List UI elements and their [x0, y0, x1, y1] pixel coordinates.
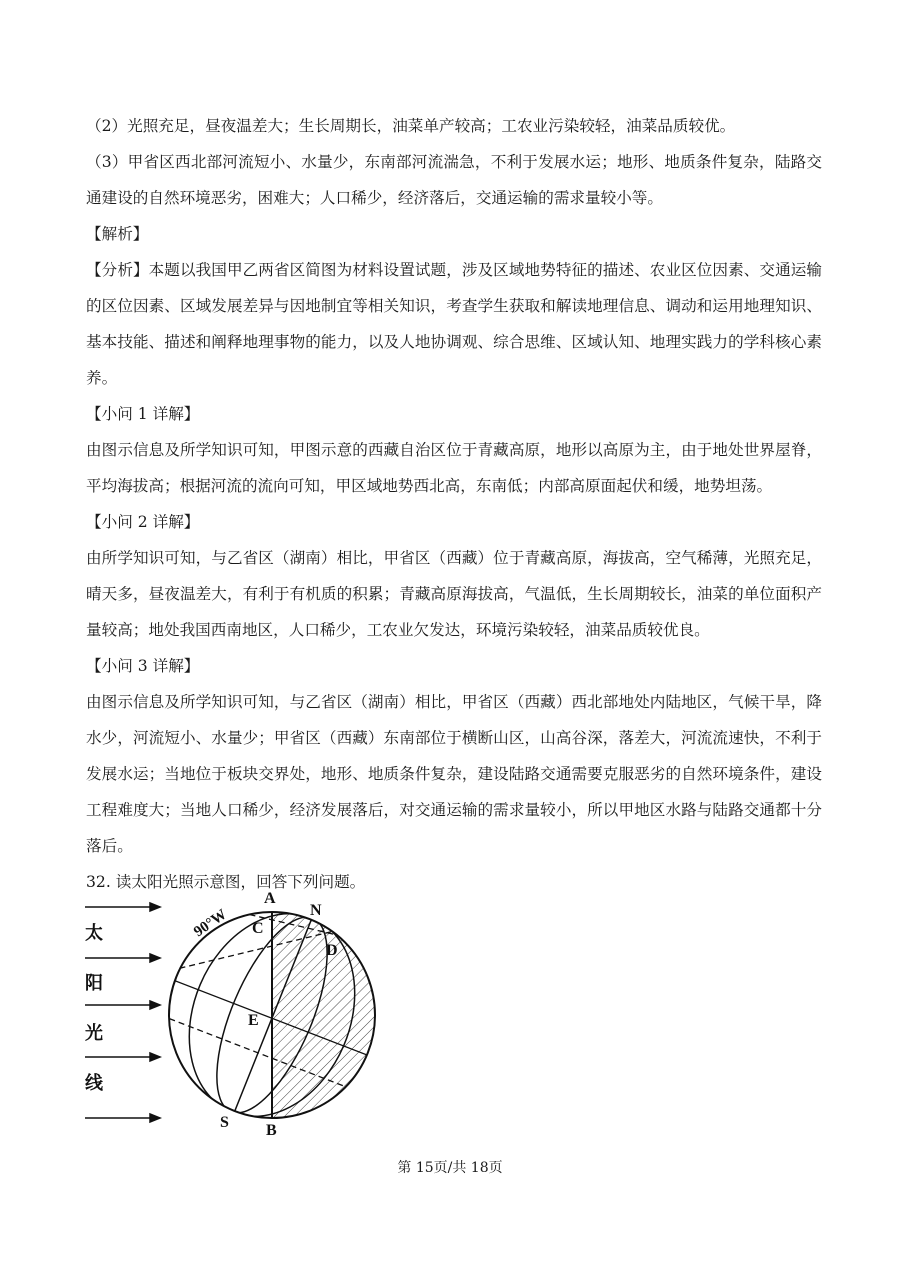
question-32-prompt: 32. 读太阳光照示意图，回答下列问题。 [86, 873, 366, 891]
meridian-90w-label: 90°W [191, 906, 230, 941]
analysis-summary: 【分析】本题以我国甲乙两省区简图为材料设置试题，涉及区域地势特征的描述、农业区位因素、交通运输的区位因素、区域发展差异与因地制宜等相关知识，考查学生获取和解读地理信息、调动和运用地理知识、基本技能、描述和阐释地理事物的能力，以及人地协调观、综合思维、区域认知、地理实践力的学科核心素养。 [86, 261, 822, 387]
sunlight-label-char-2: 阳 [85, 973, 103, 993]
point-c-label: C [252, 920, 264, 937]
subquestion-1-detail: 由图示信息及所学知识可知，甲图示意的西藏自治区位于青藏高原，地形以高原为主，由于地处世界屋脊，平均海拔高；根据河流的流向可知，甲区域地势西北高，东南低；内部高原面起伏和缓，地势坦荡。 [86, 441, 822, 495]
sunlight-diagram [80, 885, 390, 1135]
sun-ray-4-head [150, 1053, 160, 1061]
sun-ray-2-head [150, 954, 160, 962]
subquestion-2-detail: 由所学知识可知，与乙省区（湖南）相比，甲省区（西藏）位于青藏高原，海拔高，空气稀薄，光照充足，晴天多，昼夜温差大，有利于有机质的积累；青藏高原海拔高，气温低，生长周期较长，油菜的单位面积产量较高；地处我国西南地区，人口稀少，工农业欠发达，环境污染较轻，油菜品质较优良。 [86, 549, 822, 639]
sunlight-label-char-1: 太 [85, 923, 103, 943]
point-s-label: S [220, 1114, 229, 1131]
page-footer: 第 15页/共 18页 [397, 1160, 503, 1176]
analysis-heading: 【解析】 [86, 225, 149, 243]
sun-ray-5-head [150, 1114, 160, 1122]
document-body [86, 108, 822, 900]
answer-part-3: （3）甲省区西北部河流短小、水量少，东南部河流湍急，不利于发展水运；地形、地质条件复杂，陆路交通建设的自然环境恶劣，困难大；人口稀少，经济落后，交通运输的需求量较小等。 [86, 153, 822, 207]
point-d-label: D [326, 942, 338, 959]
sunlight-diagram-svg [80, 885, 390, 1135]
subquestion-3-detail: 由图示信息及所学知识可知，与乙省区（湖南）相比，甲省区（西藏）西北部地处内陆地区，气候干旱，降水少，河流短小、水量少；甲省区（西藏）东南部位于横断山区，山高谷深，落差大，河流流速快，不利于发展水运；当地位于板块交界处，地形、地质条件复杂，建设陆路交通需要克服恶劣的自然环境条件，建设工程难度大；当地人口稀少，经济发展落后，对交通运输的需求量较小，所以甲地区水路与陆路交通都十分落后。 [86, 693, 822, 855]
subquestion-1-heading: 【小问 1 详解】 [86, 405, 200, 423]
answer-part-2: （2）光照充足，昼夜温差大；生长周期长，油菜单产较高；工农业污染较轻，油菜品质较优。 [86, 117, 736, 135]
night-hatch [272, 905, 382, 1125]
night-side [272, 905, 382, 1125]
point-n-label: N [310, 902, 322, 919]
sun-ray-3-head [150, 1001, 160, 1009]
sun-ray-1-head [150, 903, 160, 911]
point-e-label: E [248, 1012, 259, 1029]
point-a-label: A [264, 890, 276, 907]
subquestion-3-heading: 【小问 3 详解】 [86, 657, 200, 675]
point-b-label: B [266, 1122, 277, 1135]
subquestion-2-heading: 【小问 2 详解】 [86, 513, 200, 531]
sunlight-label-char-3: 光 [85, 1023, 103, 1043]
sunlight-label-char-4: 线 [85, 1073, 103, 1093]
